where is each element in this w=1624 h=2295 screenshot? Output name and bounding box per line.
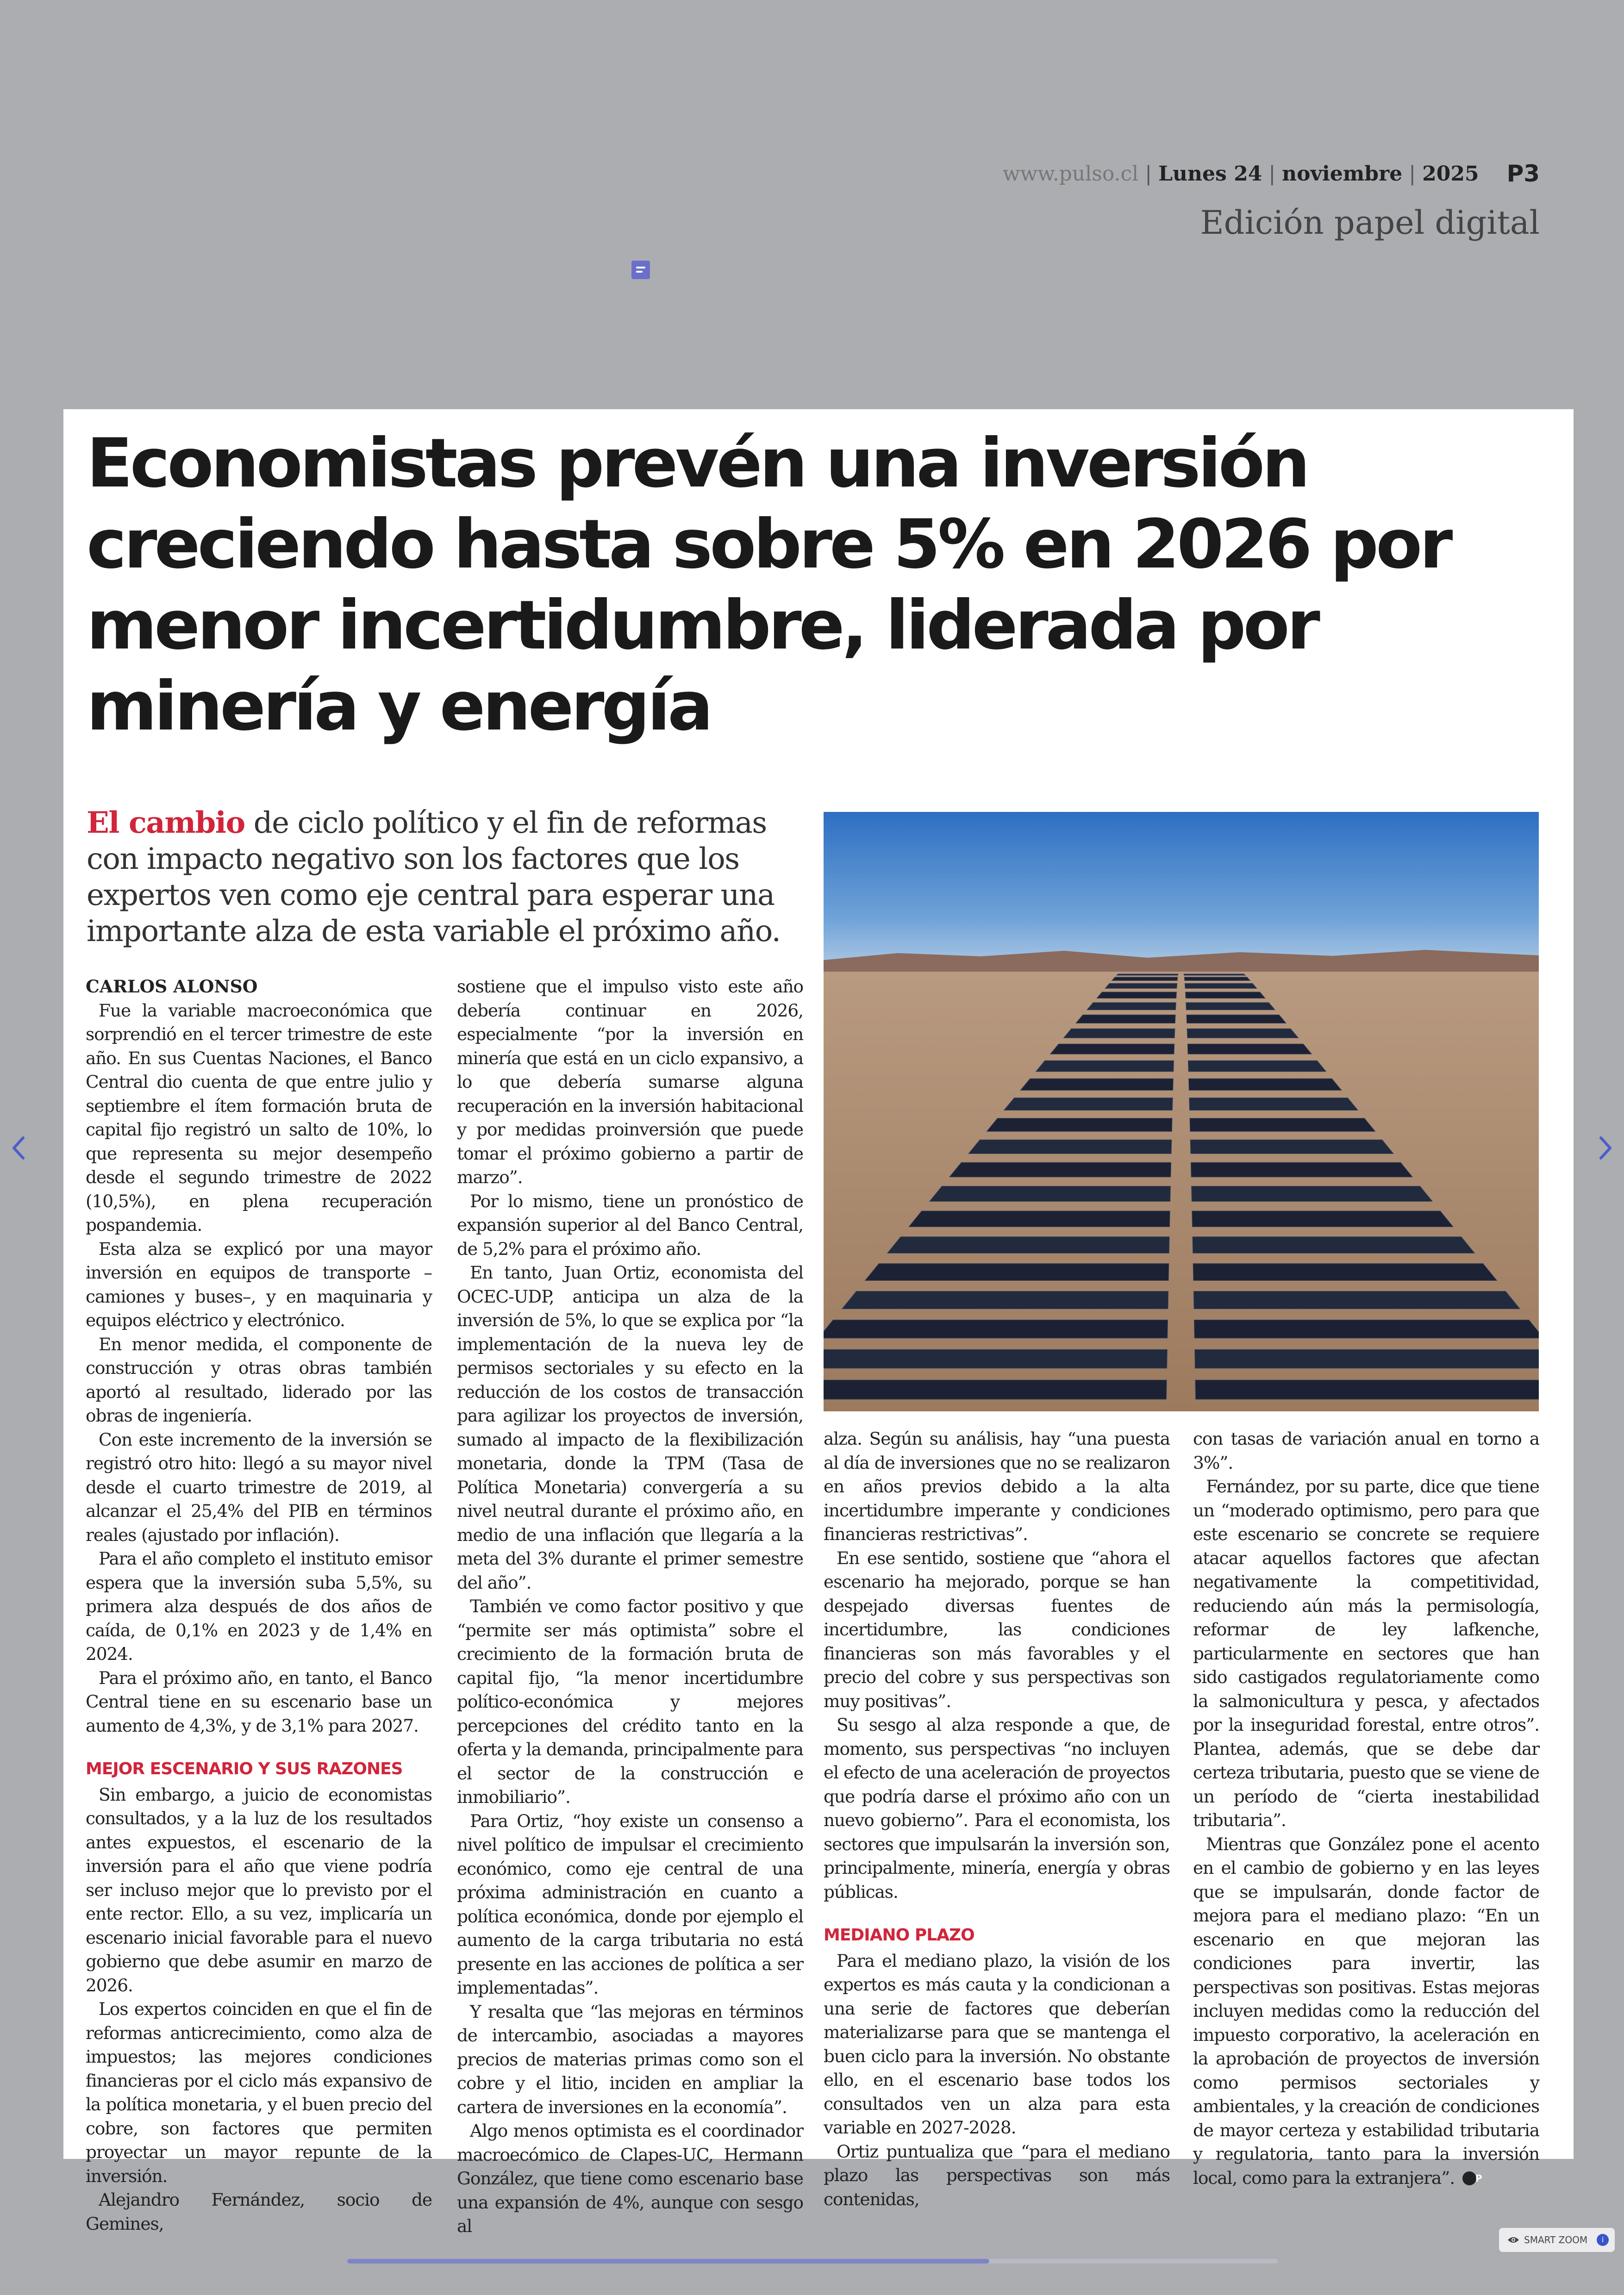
- solar-panel-row: [1063, 1029, 1175, 1038]
- solar-panel-row: [968, 1140, 1172, 1154]
- solar-panel-row: [824, 1320, 1168, 1338]
- paragraph: También ve como factor positivo y que “permite ser más optimista” sobre el crecimiento de la formación bruta de capital fijo, “la menor incertidumbre político-económica y mejores percepciones del crédito tanto en la oferta y la demanda, principalmente para el sector de la construcción e inmobiliario”.: [457, 1596, 803, 1807]
- note-icon[interactable]: [631, 261, 650, 279]
- solar-panel-row: [1184, 974, 1245, 975]
- issue-month: noviembre: [1282, 162, 1403, 186]
- issue-day: Lunes 24: [1158, 162, 1262, 186]
- separator: |: [1409, 162, 1416, 186]
- separator: |: [1145, 162, 1152, 186]
- paragraph: Fue la variable macroeconómica que sorprendió en el tercer trimestre de este año. En sus Cuentas Naciones, el Banco Central dio cuenta de que entre julio y septiembre el ítem formación bruta de capital fijo registró un salto de 10%, lo que representa su mejor desempeño desde el segundo trimestre de 2022 (10,5%), en plena recuperación pospandemia.: [86, 1000, 432, 1235]
- solar-panel-row: [1184, 977, 1250, 981]
- article-column-2: [457, 975, 803, 2239]
- paragraph: Los expertos coinciden en que el fin de reformas anticrecimiento, como alza de impuestos; las mejores condiciones financieras por el ciclo más expansivo de la política monetaria, y el buen precio del cobre, son factores que permiten proyectar un mayor repunte de la inversión.: [86, 1999, 432, 2186]
- solar-panel-row: [842, 1291, 1168, 1309]
- site-url[interactable]: www.pulso.cl: [1002, 162, 1139, 186]
- separator: |: [1268, 162, 1276, 186]
- article-headline: Economistas prevén una inversión creciendo hasta sobre 5% en 2026 por menor incertidumbre, liderada por minería y energía: [87, 424, 1450, 746]
- solar-panel-row: [1186, 1003, 1275, 1010]
- paragraph: Para el próximo año, en tanto, el Banco Central tiene en su escenario base un aumento de 4,3%, y de 3,1% para 2027.: [86, 1667, 432, 1736]
- solar-panel-row: [1112, 977, 1178, 981]
- paragraph: Y resalta que “las mejoras en términos de intercambio, asociadas a mayores precios de materias primas como son el cobre y el litio, inciden en ampliar la cartera de inversiones en la economía”.: [457, 2001, 803, 2117]
- article-column-3: [824, 1427, 1170, 2211]
- issue-dateline: [1003, 160, 1540, 187]
- solar-panel-row: [1189, 1098, 1358, 1110]
- paragraph: Fernández, por su parte, dice que tiene un “moderado optimismo, pero para que este escenario se concrete se requiere atacar aquellos factores que afectan negativamente la competitividad, reduciendo aún más la permisología, reformar de ley lafkenche, particularmente en sectores que han sido castigados regulatoriamente como la salmonicultura y pesca, y afectados por la inseguridad forestal, entre otros”. Plantea, además, que se debe dar certeza tributaria, puesto que se viene de un período de “cierta inestabilidad tributaria”.: [1193, 1476, 1539, 1830]
- solar-panel-row: [1194, 1320, 1539, 1338]
- smart-zoom-label: SMART ZOOM: [1524, 2234, 1588, 2245]
- paragraph: Ortiz puntualiza que “para el mediano plazo las perspectivas son más contenidas,: [824, 2141, 1170, 2209]
- solar-panel-row: [1192, 1186, 1433, 1202]
- solar-panel-row: [1190, 1140, 1393, 1154]
- byline: CARLOS ALONSO: [86, 976, 258, 997]
- paragraph: Con este incremento de la inversión se registró otro hito: llegó a su mayor nivel desde el cuarto trimestre de 2019, al alcanzar el 25,4% del PIB en términos reales (ajustado por inflación).: [86, 1429, 432, 1545]
- solar-panel-row: [1195, 1380, 1539, 1399]
- paragraph-text: Mientras que González pone el acento en el cambio de gobierno y en las leyes que se impulsarán, donde factor de mejora para el mediano plazo: “En un escenario en que mejoran las condiciones para invertir, las perspectivas son positivas. Estas mejoras incluyen medidas como la reducción del impuesto corporativo, la aceleración en la aprobación de proyectos de inversión como permisos sectoriales y ambientales, y la creación de condiciones de mayor certeza y estabilidad tributaria y regulatoria, tanto para la inversión local, como para la extranjera”.: [1193, 1834, 1539, 2188]
- paragraph: Sin embargo, a juicio de economistas consultados, y a la luz de los resultados antes expuestos, el escenario de la inversión para el año que viene podría ser incluso mejor que lo previsto por el ente rector. Ello, a su vez, implicaría un escenario inicial favorable para el nuevo gobierno que debe asumir en marzo de 2026.: [86, 1784, 432, 1996]
- chevron-right-icon: [1592, 1129, 1619, 1166]
- solar-panel-row: [1193, 1291, 1520, 1309]
- previous-page-arrow[interactable]: [5, 1129, 32, 1166]
- paragraph: En menor medida, el componente de construcción y otras obras también aportó al resultado, liderado por las obras de ingeniería.: [86, 1334, 432, 1426]
- solar-panel-row: [1076, 1015, 1175, 1023]
- paragraph: Esta alza se explicó por una mayor inversión en equipos de transporte –camiones y buses–, y en maquinaria y equipos eléctrico y electrónico.: [86, 1238, 432, 1330]
- article-column-4: [1193, 1427, 1539, 2190]
- article-deck: [87, 805, 790, 949]
- solar-panel-row: [930, 1186, 1171, 1202]
- paragraph: Para Ortiz, “hoy existe un consenso a nivel político de impulsar el crecimiento económico, como eje central de una próxima administración en cuanto a política económica, donde por ejemplo el aumento de la carga tributaria no está presente en las acciones de política a ser implementadas”.: [457, 1810, 803, 1998]
- solar-panel-row: [987, 1118, 1172, 1132]
- paragraph: Algo menos optimista es el coordinador macroecómico de Clapes-UC, Hermann González, que tiene como escenario base una expansión de 4%, aunque con sesgo al: [457, 2120, 803, 2236]
- next-page-arrow[interactable]: [1592, 1129, 1619, 1166]
- solar-panel-row: [1004, 1098, 1173, 1110]
- solar-farm-photo: [824, 812, 1539, 1411]
- subheading: MEDIANO PLAZO: [824, 1926, 974, 1945]
- solar-panel-row: [887, 1237, 1170, 1254]
- newspaper-page: [63, 409, 1574, 2236]
- page-number: P3: [1506, 160, 1540, 187]
- solar-farm-illustration: [824, 812, 1539, 1411]
- subheading: MEJOR ESCENARIO Y SUS RAZONES: [86, 1759, 403, 1778]
- solar-panel-row: [824, 1380, 1167, 1399]
- solar-panel-row: [865, 1264, 1169, 1281]
- paragraph: En ese sentido, sostiene que “ahora el escenario ha mejorado, porque se han despejado diversas fuentes de incertidumbre, las condiciones financieras son más favorables y el precio del cobre y sus perspectivas son muy positivas”.: [824, 1547, 1170, 1711]
- paragraph-continued: alza. Según su análisis, hay “una puesta al día de inversiones que no se realizaron en años previos debido a la alta incertidumbre imperante y condiciones financieras restrictivas”.: [824, 1428, 1170, 1544]
- info-badge: i: [1597, 2234, 1609, 2246]
- paragraph: Para el año completo el instituto emisor espera que la inversión suba 5,5%, su primera alza después de dos años de caída, de 0,1% en 2023 y de 1,4% en 2024.: [86, 1548, 432, 1664]
- chevron-left-icon: [5, 1129, 32, 1166]
- solar-panel-row: [1189, 1079, 1342, 1090]
- article-column-1: [86, 975, 432, 2236]
- page-scroll-track[interactable]: [347, 2259, 1278, 2264]
- solar-panel-row: [1190, 1118, 1375, 1132]
- solar-panel-row: [1050, 1044, 1174, 1054]
- end-mark-icon: [1462, 2171, 1476, 2185]
- solar-panel-row: [1195, 1349, 1539, 1368]
- paragraph-continued: sostiene que el impulso visto este año debería continuar en 2026, especialmente “por la inversión en minería que está en un ciclo expansivo, a lo que debería sumarse alguna recuperación en la inversión habitacional y por medidas proinversión que puede tomar el próximo gobierno a partir de marzo”.: [457, 976, 803, 1187]
- solar-panel-row: [1020, 1079, 1173, 1090]
- solar-panel-row: [1188, 1060, 1326, 1072]
- paragraph: Por lo mismo, tiene un pronóstico de expansión superior al del Banco Central, de 5,2% para el próximo año.: [457, 1191, 803, 1259]
- solar-panel-row: [909, 1211, 1170, 1227]
- solar-panel-row: [1117, 974, 1178, 975]
- viewer-header: [0, 0, 1624, 407]
- solar-panel-row: [1187, 1015, 1286, 1023]
- solar-panel-row: [1193, 1264, 1497, 1281]
- solar-panel-row: [1192, 1211, 1453, 1227]
- edition-label: Edición papel digital: [1200, 204, 1540, 242]
- deck-lead: El cambio: [87, 805, 245, 840]
- solar-panel-row: [1036, 1060, 1174, 1072]
- paragraph: [1193, 1833, 1539, 2190]
- smart-zoom-button[interactable]: [1499, 2228, 1615, 2252]
- solar-panel-row: [1087, 1003, 1176, 1010]
- solar-panel-row: [1193, 1237, 1475, 1254]
- issue-year: 2025: [1422, 162, 1479, 186]
- solar-panel-row: [824, 1349, 1167, 1368]
- paragraph: Alejandro Fernández, socio de Gemines,: [86, 2189, 432, 2234]
- paragraph: En tanto, Juan Ortiz, economista del OCEC-UDP, anticipa un alza de la inversión de 5%, lo que se explica por “la implementación de la nueva ley de permisos sectoriales y su efecto en la reducción de los costos de transacción para agilizar los proyectos de inversión, sumado al impacto de la flexibilización monetaria, donde la TPM (Tasa de Política Monetaria) convergería a su nivel neutral durante el próximo año, en medio de una inflación que llegaría a la meta del 3% durante el primer semestre del año”.: [457, 1262, 803, 1593]
- paragraph-continued: con tasas de variación anual en torno a 3%”.: [1193, 1428, 1539, 1473]
- solar-panel-row: [1187, 1044, 1312, 1054]
- solar-panel-row: [1105, 983, 1177, 988]
- solar-panel-row: [1185, 983, 1257, 988]
- paragraph: Su sesgo al alza responde a que, de momento, sus perspectivas “no incluyen el efecto de una aceleración de proyectos que podría darse el próximo año con un nuevo gobierno”. Para el economista, los sectores que impulsarán la inversión son, principalmente, minería, energía y obras públicas.: [824, 1715, 1170, 1902]
- solar-panel-row: [1186, 992, 1266, 998]
- deck-text: de ciclo político y el fin de reformas con impacto negativo son los factores que los expertos ven como eje central para esperar una importante alza de esta variable el próximo año.: [87, 806, 781, 948]
- solar-panel-row: [1191, 1162, 1412, 1177]
- paragraph: Para el mediano plazo, la visión de los expertos es más cauta y la condicionan a una serie de factores que deberían materializarse para que se mantenga el buen ciclo para la inversión. No obstante ello, en el escenario base todos los consultados ven un alza para esta variable en 2027-2028.: [824, 1950, 1170, 2138]
- page-scroll-thumb[interactable]: [347, 2259, 989, 2264]
- solar-panel-row: [1097, 992, 1177, 998]
- solar-panel-row: [949, 1162, 1171, 1177]
- solar-panel-row: [1187, 1029, 1299, 1038]
- eye-icon: [1507, 2236, 1519, 2244]
